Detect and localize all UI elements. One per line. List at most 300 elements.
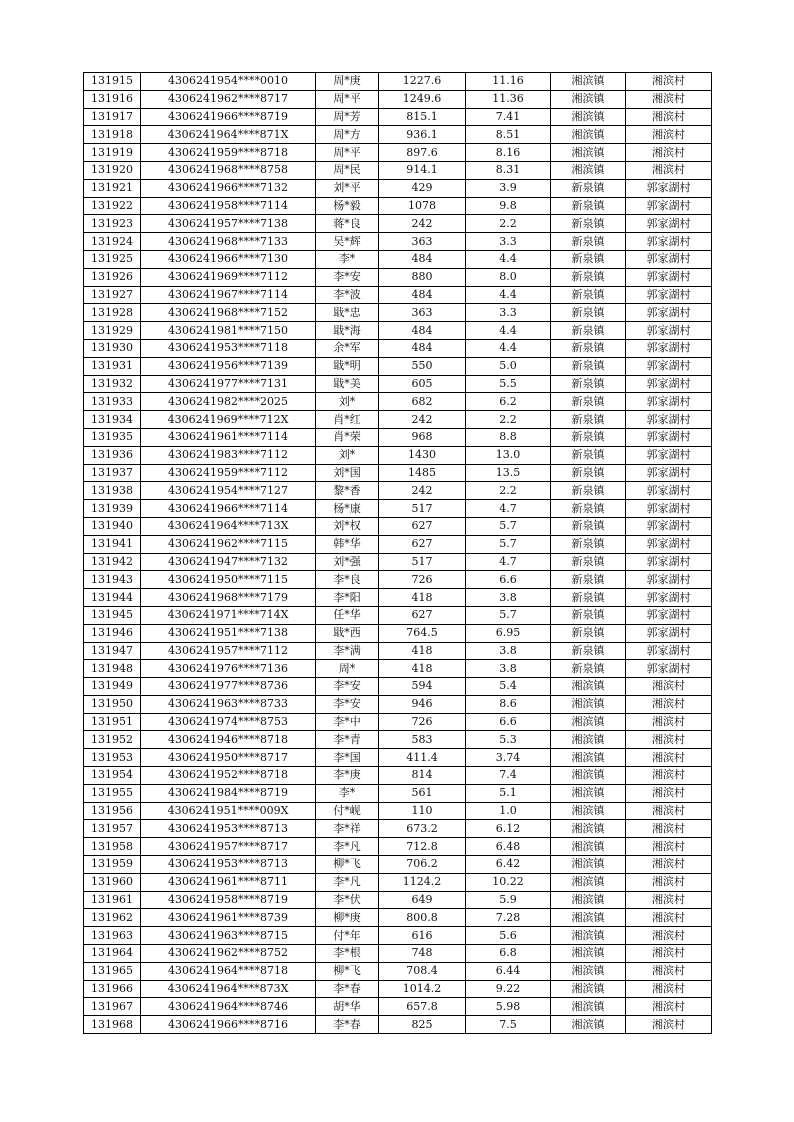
amount-cell: 946 — [379, 695, 466, 713]
serial-number-cell: 131933 — [84, 393, 141, 411]
table-row — [84, 838, 712, 856]
name-cell: 吴*辉 — [316, 233, 379, 251]
amount-cell: 657.8 — [379, 998, 466, 1016]
name-cell: 刘* — [316, 393, 379, 411]
amount-cell: 242 — [379, 411, 466, 429]
area-cell: 8.51 — [466, 126, 551, 144]
town-cell: 湘滨镇 — [551, 891, 626, 909]
village-cell: 湘滨村 — [626, 749, 712, 767]
area-cell: 6.95 — [466, 624, 551, 642]
village-cell: 郭家湖村 — [626, 517, 712, 535]
id-number-cell: 4306241968****7152 — [141, 304, 316, 322]
village-cell: 郭家湖村 — [626, 322, 712, 340]
table-row — [84, 446, 712, 464]
amount-cell: 726 — [379, 571, 466, 589]
name-cell: 李*庚 — [316, 767, 379, 785]
name-cell: 周*平 — [316, 144, 379, 162]
id-number-cell: 4306241971****714X — [141, 606, 316, 624]
amount-cell: 363 — [379, 304, 466, 322]
id-number-cell: 4306241964****8718 — [141, 962, 316, 980]
amount-cell: 429 — [379, 179, 466, 197]
table-row — [84, 962, 712, 980]
table-row — [84, 339, 712, 357]
serial-number-cell: 131935 — [84, 428, 141, 446]
table-row — [84, 695, 712, 713]
name-cell: 周*平 — [316, 90, 379, 108]
town-cell: 新泉镇 — [551, 233, 626, 251]
name-cell: 周*庚 — [316, 73, 379, 91]
id-number-cell: 4306241963****8715 — [141, 927, 316, 945]
town-cell: 新泉镇 — [551, 197, 626, 215]
id-number-cell: 4306241958****8719 — [141, 891, 316, 909]
serial-number-cell: 131916 — [84, 90, 141, 108]
amount-cell: 418 — [379, 642, 466, 660]
amount-cell: 242 — [379, 482, 466, 500]
serial-number-cell: 131947 — [84, 642, 141, 660]
town-cell: 湘滨镇 — [551, 1016, 626, 1034]
amount-cell: 712.8 — [379, 838, 466, 856]
town-cell: 新泉镇 — [551, 589, 626, 607]
village-cell: 郭家湖村 — [626, 642, 712, 660]
village-cell: 郭家湖村 — [626, 304, 712, 322]
town-cell: 新泉镇 — [551, 375, 626, 393]
id-number-cell: 4306241964****871X — [141, 126, 316, 144]
town-cell: 新泉镇 — [551, 553, 626, 571]
serial-number-cell: 131959 — [84, 856, 141, 874]
village-cell: 郭家湖村 — [626, 535, 712, 553]
table-row — [84, 250, 712, 268]
id-number-cell: 4306241953****7118 — [141, 339, 316, 357]
town-cell: 湘滨镇 — [551, 998, 626, 1016]
serial-number-cell: 131952 — [84, 731, 141, 749]
amount-cell: 484 — [379, 250, 466, 268]
amount-cell: 517 — [379, 553, 466, 571]
serial-number-cell: 131953 — [84, 749, 141, 767]
name-cell: 黎*香 — [316, 482, 379, 500]
amount-cell: 897.6 — [379, 144, 466, 162]
table-row — [84, 945, 712, 963]
id-number-cell: 4306241959****8718 — [141, 144, 316, 162]
id-number-cell: 4306241962****8752 — [141, 945, 316, 963]
village-cell: 湘滨村 — [626, 144, 712, 162]
town-cell: 湘滨镇 — [551, 161, 626, 179]
village-cell: 湘滨村 — [626, 980, 712, 998]
name-cell: 戢*西 — [316, 624, 379, 642]
serial-number-cell: 131961 — [84, 891, 141, 909]
amount-cell: 764.5 — [379, 624, 466, 642]
amount-cell: 1078 — [379, 197, 466, 215]
area-cell: 6.48 — [466, 838, 551, 856]
id-number-cell: 4306241954****0010 — [141, 73, 316, 91]
id-number-cell: 4306241963****8733 — [141, 695, 316, 713]
serial-number-cell: 131929 — [84, 322, 141, 340]
serial-number-cell: 131948 — [84, 660, 141, 678]
table-row — [84, 589, 712, 607]
area-cell: 4.4 — [466, 286, 551, 304]
town-cell: 湘滨镇 — [551, 980, 626, 998]
village-cell: 湘滨村 — [626, 767, 712, 785]
serial-number-cell: 131925 — [84, 250, 141, 268]
town-cell: 湘滨镇 — [551, 873, 626, 891]
table-row — [84, 428, 712, 446]
area-cell: 5.3 — [466, 731, 551, 749]
serial-number-cell: 131923 — [84, 215, 141, 233]
name-cell: 李*满 — [316, 642, 379, 660]
table-row — [84, 411, 712, 429]
area-cell: 4.4 — [466, 322, 551, 340]
village-cell: 郭家湖村 — [626, 660, 712, 678]
village-cell: 湘滨村 — [626, 856, 712, 874]
serial-number-cell: 131932 — [84, 375, 141, 393]
table-row — [84, 606, 712, 624]
serial-number-cell: 131956 — [84, 802, 141, 820]
serial-number-cell: 131934 — [84, 411, 141, 429]
amount-cell: 914.1 — [379, 161, 466, 179]
amount-cell: 1014.2 — [379, 980, 466, 998]
name-cell: 李*伏 — [316, 891, 379, 909]
table-row — [84, 268, 712, 286]
name-cell: 周* — [316, 660, 379, 678]
id-number-cell: 4306241966****8716 — [141, 1016, 316, 1034]
town-cell: 湘滨镇 — [551, 731, 626, 749]
area-cell: 11.36 — [466, 90, 551, 108]
table-row — [84, 660, 712, 678]
amount-cell: 673.2 — [379, 820, 466, 838]
id-number-cell: 4306241950****8717 — [141, 749, 316, 767]
table-row — [84, 873, 712, 891]
table-row — [84, 179, 712, 197]
name-cell: 杨*毅 — [316, 197, 379, 215]
table-row — [84, 500, 712, 518]
amount-cell: 968 — [379, 428, 466, 446]
village-cell: 湘滨村 — [626, 126, 712, 144]
amount-cell: 484 — [379, 322, 466, 340]
village-cell: 湘滨村 — [626, 731, 712, 749]
serial-number-cell: 131943 — [84, 571, 141, 589]
name-cell: 戢*美 — [316, 375, 379, 393]
village-cell: 郭家湖村 — [626, 250, 712, 268]
name-cell: 李*中 — [316, 713, 379, 731]
id-number-cell: 4306241946****8718 — [141, 731, 316, 749]
serial-number-cell: 131945 — [84, 606, 141, 624]
town-cell: 新泉镇 — [551, 660, 626, 678]
town-cell: 新泉镇 — [551, 482, 626, 500]
amount-cell: 418 — [379, 589, 466, 607]
amount-cell: 616 — [379, 927, 466, 945]
table-row — [84, 927, 712, 945]
name-cell: 韩*华 — [316, 535, 379, 553]
town-cell: 湘滨镇 — [551, 945, 626, 963]
amount-cell: 814 — [379, 767, 466, 785]
town-cell: 湘滨镇 — [551, 73, 626, 91]
id-number-cell: 4306241984****8719 — [141, 784, 316, 802]
name-cell: 李*安 — [316, 268, 379, 286]
id-number-cell: 4306241959****7112 — [141, 464, 316, 482]
name-cell: 李*春 — [316, 1016, 379, 1034]
id-number-cell: 4306241950****7115 — [141, 571, 316, 589]
name-cell: 柳*庚 — [316, 909, 379, 927]
table-row — [84, 215, 712, 233]
village-cell: 湘滨村 — [626, 838, 712, 856]
serial-number-cell: 131967 — [84, 998, 141, 1016]
name-cell: 肖*红 — [316, 411, 379, 429]
serial-number-cell: 131926 — [84, 268, 141, 286]
area-cell: 8.31 — [466, 161, 551, 179]
area-cell: 6.6 — [466, 713, 551, 731]
name-cell: 刘* — [316, 446, 379, 464]
name-cell: 李*国 — [316, 749, 379, 767]
village-cell: 郭家湖村 — [626, 446, 712, 464]
serial-number-cell: 131957 — [84, 820, 141, 838]
name-cell: 李*根 — [316, 945, 379, 963]
id-number-cell: 4306241977****7131 — [141, 375, 316, 393]
town-cell: 湘滨镇 — [551, 144, 626, 162]
id-number-cell: 4306241962****8717 — [141, 90, 316, 108]
serial-number-cell: 131938 — [84, 482, 141, 500]
area-cell: 6.8 — [466, 945, 551, 963]
id-number-cell: 4306241974****8753 — [141, 713, 316, 731]
table-row — [84, 357, 712, 375]
name-cell: 刘*国 — [316, 464, 379, 482]
serial-number-cell: 131920 — [84, 161, 141, 179]
town-cell: 新泉镇 — [551, 393, 626, 411]
town-cell: 新泉镇 — [551, 304, 626, 322]
village-cell: 郭家湖村 — [626, 553, 712, 571]
area-cell: 3.8 — [466, 589, 551, 607]
name-cell: 柳*飞 — [316, 962, 379, 980]
serial-number-cell: 131942 — [84, 553, 141, 571]
village-cell: 郭家湖村 — [626, 464, 712, 482]
amount-cell: 627 — [379, 606, 466, 624]
name-cell: 杨*康 — [316, 500, 379, 518]
area-cell: 7.28 — [466, 909, 551, 927]
table-row — [84, 322, 712, 340]
serial-number-cell: 131962 — [84, 909, 141, 927]
table-row — [84, 535, 712, 553]
name-cell: 付*年 — [316, 927, 379, 945]
serial-number-cell: 131955 — [84, 784, 141, 802]
id-number-cell: 4306241957****7138 — [141, 215, 316, 233]
village-cell: 郭家湖村 — [626, 606, 712, 624]
village-cell: 湘滨村 — [626, 927, 712, 945]
village-cell: 湘滨村 — [626, 108, 712, 126]
amount-cell: 706.2 — [379, 856, 466, 874]
serial-number-cell: 131927 — [84, 286, 141, 304]
table-row — [84, 553, 712, 571]
village-cell: 郭家湖村 — [626, 268, 712, 286]
amount-cell: 1430 — [379, 446, 466, 464]
town-cell: 湘滨镇 — [551, 108, 626, 126]
records-table — [83, 72, 712, 1034]
id-number-cell: 4306241968****7179 — [141, 589, 316, 607]
town-cell: 新泉镇 — [551, 357, 626, 375]
table-row — [84, 197, 712, 215]
area-cell: 4.4 — [466, 250, 551, 268]
table-row — [84, 517, 712, 535]
village-cell: 湘滨村 — [626, 695, 712, 713]
id-number-cell: 4306241969****712X — [141, 411, 316, 429]
area-cell: 6.12 — [466, 820, 551, 838]
serial-number-cell: 131958 — [84, 838, 141, 856]
id-number-cell: 4306241968****8758 — [141, 161, 316, 179]
table-row — [84, 909, 712, 927]
area-cell: 10.22 — [466, 873, 551, 891]
village-cell: 郭家湖村 — [626, 500, 712, 518]
amount-cell: 1124.2 — [379, 873, 466, 891]
table-row — [84, 1016, 712, 1034]
table-row — [84, 678, 712, 696]
id-number-cell: 4306241967****7114 — [141, 286, 316, 304]
table-row — [84, 731, 712, 749]
village-cell: 郭家湖村 — [626, 233, 712, 251]
area-cell: 7.4 — [466, 767, 551, 785]
town-cell: 新泉镇 — [551, 286, 626, 304]
village-cell: 郭家湖村 — [626, 215, 712, 233]
amount-cell: 880 — [379, 268, 466, 286]
id-number-cell: 4306241968****7133 — [141, 233, 316, 251]
village-cell: 郭家湖村 — [626, 393, 712, 411]
village-cell: 湘滨村 — [626, 1016, 712, 1034]
id-number-cell: 4306241952****8718 — [141, 767, 316, 785]
area-cell: 5.6 — [466, 927, 551, 945]
town-cell: 湘滨镇 — [551, 962, 626, 980]
name-cell: 李* — [316, 784, 379, 802]
village-cell: 郭家湖村 — [626, 339, 712, 357]
id-number-cell: 4306241983****7112 — [141, 446, 316, 464]
table-row — [84, 891, 712, 909]
serial-number-cell: 131949 — [84, 678, 141, 696]
amount-cell: 708.4 — [379, 962, 466, 980]
records-table-body — [84, 73, 712, 1034]
area-cell: 6.44 — [466, 962, 551, 980]
area-cell: 5.7 — [466, 535, 551, 553]
name-cell: 余*军 — [316, 339, 379, 357]
area-cell: 7.41 — [466, 108, 551, 126]
area-cell: 2.2 — [466, 411, 551, 429]
table-row — [84, 624, 712, 642]
id-number-cell: 4306241962****7115 — [141, 535, 316, 553]
id-number-cell: 4306241954****7127 — [141, 482, 316, 500]
village-cell: 郭家湖村 — [626, 624, 712, 642]
table-row — [84, 393, 712, 411]
amount-cell: 242 — [379, 215, 466, 233]
area-cell: 13.0 — [466, 446, 551, 464]
village-cell: 湘滨村 — [626, 873, 712, 891]
village-cell: 郭家湖村 — [626, 589, 712, 607]
area-cell: 6.42 — [466, 856, 551, 874]
town-cell: 湘滨镇 — [551, 695, 626, 713]
area-cell: 5.4 — [466, 678, 551, 696]
area-cell: 9.22 — [466, 980, 551, 998]
area-cell: 5.98 — [466, 998, 551, 1016]
village-cell: 郭家湖村 — [626, 357, 712, 375]
town-cell: 新泉镇 — [551, 571, 626, 589]
table-row — [84, 998, 712, 1016]
serial-number-cell: 131939 — [84, 500, 141, 518]
name-cell: 李*祥 — [316, 820, 379, 838]
table-row — [84, 980, 712, 998]
name-cell: 肖*荣 — [316, 428, 379, 446]
area-cell: 4.4 — [466, 339, 551, 357]
town-cell: 新泉镇 — [551, 446, 626, 464]
amount-cell: 517 — [379, 500, 466, 518]
serial-number-cell: 131964 — [84, 945, 141, 963]
town-cell: 新泉镇 — [551, 535, 626, 553]
name-cell: 任*华 — [316, 606, 379, 624]
id-number-cell: 4306241961****8711 — [141, 873, 316, 891]
area-cell: 7.5 — [466, 1016, 551, 1034]
area-cell: 4.7 — [466, 500, 551, 518]
village-cell: 湘滨村 — [626, 90, 712, 108]
amount-cell: 1227.6 — [379, 73, 466, 91]
area-cell: 5.5 — [466, 375, 551, 393]
amount-cell: 682 — [379, 393, 466, 411]
name-cell: 戢*忠 — [316, 304, 379, 322]
table-row — [84, 767, 712, 785]
town-cell: 新泉镇 — [551, 322, 626, 340]
area-cell: 5.7 — [466, 606, 551, 624]
name-cell: 刘*平 — [316, 179, 379, 197]
name-cell: 蒋*良 — [316, 215, 379, 233]
name-cell: 周*民 — [316, 161, 379, 179]
name-cell: 柳*飞 — [316, 856, 379, 874]
serial-number-cell: 131915 — [84, 73, 141, 91]
amount-cell: 363 — [379, 233, 466, 251]
name-cell: 李*波 — [316, 286, 379, 304]
area-cell: 9.8 — [466, 197, 551, 215]
village-cell: 湘滨村 — [626, 962, 712, 980]
area-cell: 13.5 — [466, 464, 551, 482]
town-cell: 新泉镇 — [551, 179, 626, 197]
town-cell: 湘滨镇 — [551, 126, 626, 144]
amount-cell: 726 — [379, 713, 466, 731]
amount-cell: 110 — [379, 802, 466, 820]
area-cell: 5.0 — [466, 357, 551, 375]
table-row — [84, 856, 712, 874]
town-cell: 新泉镇 — [551, 339, 626, 357]
amount-cell: 594 — [379, 678, 466, 696]
id-number-cell: 4306241951****009X — [141, 802, 316, 820]
town-cell: 新泉镇 — [551, 464, 626, 482]
village-cell: 湘滨村 — [626, 891, 712, 909]
amount-cell: 561 — [379, 784, 466, 802]
village-cell: 湘滨村 — [626, 820, 712, 838]
name-cell: 戢*明 — [316, 357, 379, 375]
area-cell: 8.16 — [466, 144, 551, 162]
serial-number-cell: 131954 — [84, 767, 141, 785]
amount-cell: 418 — [379, 660, 466, 678]
town-cell: 湘滨镇 — [551, 784, 626, 802]
serial-number-cell: 131941 — [84, 535, 141, 553]
id-number-cell: 4306241969****7112 — [141, 268, 316, 286]
area-cell: 5.7 — [466, 517, 551, 535]
amount-cell: 583 — [379, 731, 466, 749]
town-cell: 湘滨镇 — [551, 927, 626, 945]
name-cell: 李*凡 — [316, 873, 379, 891]
area-cell: 4.7 — [466, 553, 551, 571]
table-row — [84, 802, 712, 820]
town-cell: 湘滨镇 — [551, 678, 626, 696]
serial-number-cell: 131963 — [84, 927, 141, 945]
name-cell: 李*青 — [316, 731, 379, 749]
table-row — [84, 126, 712, 144]
table-row — [84, 375, 712, 393]
id-number-cell: 4306241961****8739 — [141, 909, 316, 927]
village-cell: 湘滨村 — [626, 713, 712, 731]
serial-number-cell: 131960 — [84, 873, 141, 891]
town-cell: 湘滨镇 — [551, 802, 626, 820]
serial-number-cell: 131950 — [84, 695, 141, 713]
